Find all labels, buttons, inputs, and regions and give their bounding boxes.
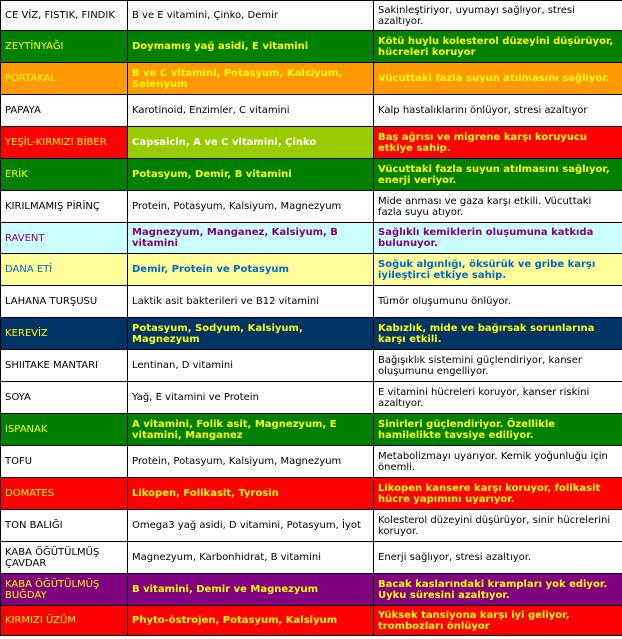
nutrients-cell: Potasyum, Demir, B vitamini (128, 159, 374, 191)
table-row (1, 254, 622, 286)
table-row (1, 1, 622, 31)
nutrients-cell: B ve E vitamini, Çinko, Demir (128, 1, 374, 31)
table-row (1, 318, 622, 350)
food-name-cell: RAVENT (1, 223, 128, 254)
food-name-cell: KEREVİZ (1, 318, 128, 350)
table-row (1, 542, 622, 574)
benefit-cell: Kabızlık, mide ve bağırsak sorunlarına karşı etkili. (374, 318, 622, 350)
benefit-cell: Bağışıklık sistemini güçlendiriyor, kanser oluşumunu engelliyor. (374, 350, 622, 382)
table-row (1, 446, 622, 478)
benefit-cell: Metabolizmayı uyarıyor. Kemik yoğunluğu için önemli. (374, 446, 622, 478)
benefit-cell: E vitamini hücreleri koruyor, kanser riskini azaltıyor. (374, 382, 622, 414)
nutrients-cell: Phyto-östrojen, Potasyum, Kalsiyum (128, 606, 374, 636)
nutrients-cell: Potasyum, Sodyum, Kalsiyum, Magnezyum (128, 318, 374, 350)
benefit-cell: Sakinleştiriyor, uyumayı sağlıyor, stresi azaltıyor. (374, 1, 622, 31)
table-row (1, 159, 622, 191)
benefit-cell: Bacak kaslarındaki krampları yok ediyor. Uyku süresini azaltıyor. (374, 574, 622, 606)
food-name-cell: PORTAKAL (1, 63, 128, 95)
table-row (1, 127, 622, 159)
table-row (1, 414, 622, 446)
food-name-cell: SHIITAKE MANTARI (1, 350, 128, 382)
food-name-cell: KABA ÖĞÜTÜLMÜŞ ÇAVDAR (1, 542, 128, 574)
food-name-cell: TON BALIĞI (1, 510, 128, 542)
benefit-cell: Soğuk algınlığı, öksürük ve gribe karşı iyileştirci etkiye sahip. (374, 254, 622, 286)
nutrients-cell: Magnezyum, Karbonhidrat, B vitamini (128, 542, 374, 574)
nutrients-cell: Magnezyum, Manganez, Kalsiyum, B vitamini (128, 223, 374, 254)
nutrients-cell: Yağ, E vitamini ve Protein (128, 382, 374, 414)
benefit-cell: Yüksek tansiyona karşı iyi geliyor, trombozları önlüyor (374, 606, 622, 636)
food-name-cell: ZEYTİNYAĞI (1, 31, 128, 63)
table-row (1, 478, 622, 510)
benefit-cell: Kalp hastalıklarını önlüyor, stresi azaltıyor (374, 95, 622, 127)
nutrients-cell: Karotinoid, Enzimler, C vitamini (128, 95, 374, 127)
benefit-cell: Likopen kansere karşı koruyor, folikasit hücre yapımını uyarıyor. (374, 478, 622, 510)
food-name-cell: TOFU (1, 446, 128, 478)
food-name-cell: LAHANA TURŞUSU (1, 286, 128, 318)
nutrients-cell: Laktik asit bakterileri ve B12 vitamini (128, 286, 374, 318)
nutrition-table-body (1, 1, 622, 636)
food-name-cell: YEŞİL-KIRMIZI BİBER (1, 127, 128, 159)
nutrients-cell: Capsaicin, A ve C vitamini, Çinko (128, 127, 374, 159)
benefit-cell: Mide anması ve gaza karşı etkili. Vücuttaki fazla suyu atıyor. (374, 191, 622, 223)
nutrients-cell: B vitamini, Demir ve Magnezyum (128, 574, 374, 606)
nutrients-cell: Lentinan, D vitamini (128, 350, 374, 382)
food-name-cell: DOMATES (1, 478, 128, 510)
nutrients-cell: B ve C vitamini, Potasyum, Kalsiyum, Selenyum (128, 63, 374, 95)
food-name-cell: ERİK (1, 159, 128, 191)
nutrients-cell: Omega3 yağ asidi, D vitamini, Potasyum, İyot (128, 510, 374, 542)
food-name-cell: KABA ÖĞÜTÜLMÜŞ BUĞDAY (1, 574, 128, 606)
benefit-cell: Kötü huylu kolesterol düzeyini düşürüyor, hücreleri koruyor (374, 31, 622, 63)
food-name-cell: KIRMIZI ÜZÜM (1, 606, 128, 636)
food-name-cell: ISPANAK (1, 414, 128, 446)
food-name-cell: SOYA (1, 382, 128, 414)
table-row (1, 191, 622, 223)
benefit-cell: Sinirleri güçlendiriyor. Özellikle hamilelikte tavsiye ediliyor. (374, 414, 622, 446)
table-row (1, 286, 622, 318)
benefit-cell: Vücuttaki fazla suyun atılmasını sağlıyor. (374, 63, 622, 95)
table-row (1, 95, 622, 127)
nutrients-cell: A vitamini, Folik asit, Magnezyum, E vitamini, Manganez (128, 414, 374, 446)
food-name-cell: DANA ETİ (1, 254, 128, 286)
table-row (1, 574, 622, 606)
food-name-cell: KIRILMAMIŞ PİRİNÇ (1, 191, 128, 223)
table-row (1, 350, 622, 382)
food-name-cell: PAPAYA (1, 95, 128, 127)
nutrients-cell: Doymamış yağ asidi, E vitamini (128, 31, 374, 63)
table-row (1, 606, 622, 636)
nutrients-cell: Protein, Potasyum, Kalsiyum, Magnezyum (128, 191, 374, 223)
benefit-cell: Tümör oluşumunu önlüyor. (374, 286, 622, 318)
table-row (1, 223, 622, 254)
table-row (1, 31, 622, 63)
benefit-cell: Baş ağrısı ve migrene karşı koruyucu etkiye sahip. (374, 127, 622, 159)
food-name-cell: CE VİZ, FISTIK, FINDIK (1, 1, 128, 31)
nutrients-cell: Likopen, Folikasit, Tyrosin (128, 478, 374, 510)
benefit-cell: Vücuttaki fazla suyun atılmasını sağlıyor, enerji veriyor. (374, 159, 622, 191)
nutrients-cell: Protein, Potasyum, Kalsiyum, Magnezyum (128, 446, 374, 478)
benefit-cell: Kolesterol düzeyini düşürüyor, sinir hücrelerini koruyor. (374, 510, 622, 542)
nutrients-cell: Demir, Protein ve Potasyum (128, 254, 374, 286)
table-row (1, 382, 622, 414)
table-row (1, 510, 622, 542)
benefit-cell: Sağlıklı kemiklerin oluşumuna katkıda bulunuyor. (374, 223, 622, 254)
benefit-cell: Enerji sağlıyor, stresi azaltıyor. (374, 542, 622, 574)
table-row (1, 63, 622, 95)
